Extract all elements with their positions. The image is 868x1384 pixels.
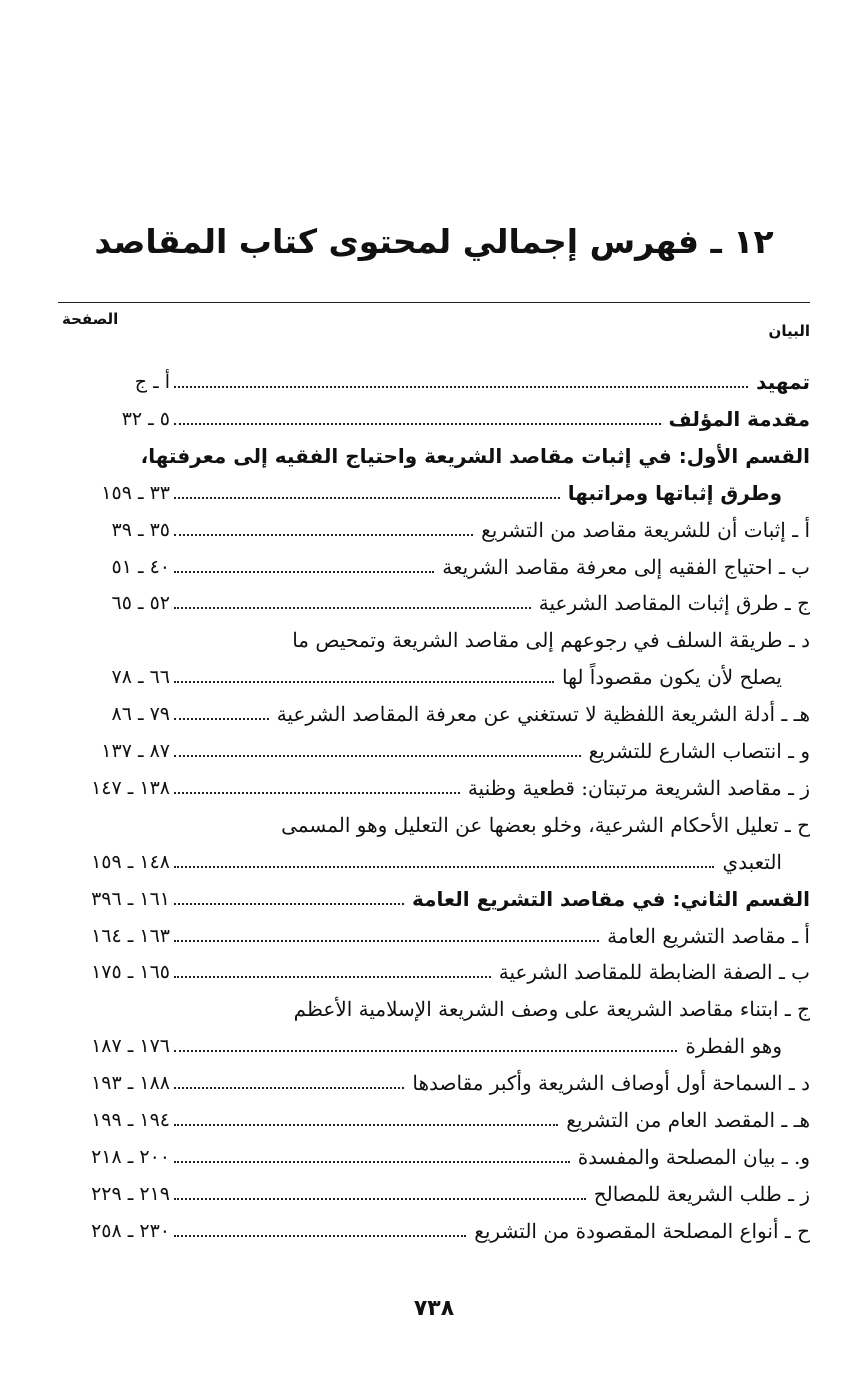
toc-entry-title: التعبدي [722, 849, 782, 874]
toc-entry-title: ز ـ طلب الشريعة للمصالح [593, 1181, 810, 1206]
toc-entry [58, 475, 810, 511]
leader-dots [174, 1198, 586, 1200]
toc-entry [58, 954, 810, 990]
toc-entry-pages: ٦٦ ـ ٧٨ [111, 666, 170, 689]
toc-entry [58, 549, 810, 585]
toc-entry [58, 512, 810, 548]
toc-entry-title: وطرق إثباتها ومراتبها [567, 480, 782, 505]
toc-entry-title: ج ـ طرق إثبات المقاصد الشرعية [538, 591, 810, 616]
header-rule [58, 302, 810, 303]
toc-entry-pages: ٥٢ ـ ٦٥ [111, 592, 170, 615]
toc-entry-title: أ ـ إثبات أن للشريعة مقاصد من التشريع [481, 517, 810, 542]
page-column-header: الصفحة [62, 310, 119, 328]
toc-entry-pages: ٧٩ ـ ٨٦ [111, 703, 170, 726]
toc-entry-title: د ـ السماحة أول أوصاف الشريعة وأكبر مقاصدها [412, 1071, 810, 1096]
toc-entry-pages: ٥ ـ ٣٢ [121, 407, 170, 430]
toc-entry [58, 733, 810, 769]
toc-entry-pages: ١٦١ ـ ٣٩٦ [91, 887, 170, 910]
toc-entry-title: القسم الأول: في إثبات مقاصد الشريعة واحتياج الفقيه إلى معرفتها، [140, 443, 810, 468]
toc-entry-title: د ـ طريقة السلف في رجوعهم إلى مقاصد الشريعة وتمحيص ما [292, 628, 810, 653]
toc-entry [58, 807, 810, 843]
toc-entry [58, 918, 810, 954]
toc-entry-title: ح ـ تعليل الأحكام الشرعية، وخلو بعضها عن التعليل وهو المسمى [281, 812, 810, 837]
toc-entry-pages: ٢٠٠ ـ ٢١٨ [91, 1145, 170, 1168]
toc-entry [58, 1102, 810, 1138]
toc-entry-title: ب ـ الصفة الضابطة للمقاصد الشرعية [498, 960, 810, 985]
toc-entry-pages: ٣٥ ـ ٣٩ [111, 518, 170, 541]
toc-entry [58, 1213, 810, 1249]
leader-dots [174, 1050, 677, 1052]
toc-entry [58, 1065, 810, 1101]
leader-dots [174, 497, 560, 499]
leader-dots [174, 1124, 558, 1126]
toc-entry-pages: ١٨٨ ـ ١٩٣ [91, 1072, 170, 1095]
leader-dots [174, 866, 714, 868]
toc-entry-pages: ١٣٨ ـ ١٤٧ [91, 776, 170, 799]
toc-entry [58, 991, 810, 1027]
leader-dots [174, 386, 748, 388]
toc-entry [58, 659, 810, 695]
leader-dots [174, 681, 554, 683]
toc-entry [58, 364, 810, 400]
toc-entry-pages: ٨٧ ـ ١٣٧ [101, 740, 170, 762]
leader-dots [174, 976, 491, 978]
leader-dots [174, 792, 460, 794]
toc-entry [58, 844, 810, 880]
leader-dots [174, 755, 581, 757]
toc-entry-title: يصلح لأن يكون مقصوداً لها [562, 665, 782, 690]
page-number: ٧٣٨ [413, 1296, 455, 1321]
toc-entry-pages: ٢٣٠ ـ ٢٥٨ [91, 1219, 170, 1242]
toc-entry-pages: ١٩٤ ـ ١٩٩ [91, 1109, 170, 1131]
toc-entry [58, 622, 810, 658]
toc-entry-title: هـ ـ المقصد العام من التشريع [566, 1108, 810, 1132]
toc-entry [58, 696, 810, 732]
toc-entry-title: و. ـ بيان المصلحة والمفسدة [577, 1144, 810, 1169]
toc-entry [58, 585, 810, 621]
page-title: ١٢ ـ فهرس إجمالي لمحتوى كتاب المقاصد [94, 222, 774, 261]
leader-dots [174, 607, 531, 609]
toc-entry-title: ب ـ احتياج الفقيه إلى معرفة مقاصد الشريعة [442, 554, 810, 579]
toc-entry-title: و ـ انتصاب الشارع للتشريع [588, 739, 810, 763]
toc-entry-title: هـ ـ أدلة الشريعة اللفظية لا تستغني عن معرفة المقاصد الشرعية [276, 702, 810, 727]
toc-entry-title: القسم الثاني: في مقاصد التشريع العامة [411, 886, 810, 911]
leader-dots [174, 1087, 404, 1089]
toc-entry-title: ج ـ ابتناء مقاصد الشريعة على وصف الشريعة الإسلامية الأعظم [293, 997, 810, 1022]
leader-dots [174, 718, 269, 720]
leader-dots [174, 423, 661, 425]
toc-entry [58, 881, 810, 917]
toc-entry-title: أ ـ مقاصد التشريع العامة [607, 923, 810, 948]
leader-dots [174, 571, 434, 573]
leader-dots [174, 940, 599, 942]
leader-dots [174, 534, 473, 536]
toc-entry [58, 401, 810, 437]
toc-entry-pages: ١٦٣ ـ ١٦٤ [91, 924, 170, 947]
toc-entry-title: ح ـ أنواع المصلحة المقصودة من التشريع [474, 1218, 810, 1243]
toc-entry-pages: ٢١٩ ـ ٢٢٩ [91, 1182, 170, 1205]
toc-entry-pages: أ ـ ج [134, 371, 170, 393]
toc-entry [58, 438, 810, 474]
leader-dots [174, 1161, 570, 1163]
leader-dots [174, 903, 404, 905]
toc-entry-pages: ٣٣ ـ ١٥٩ [101, 481, 170, 504]
toc-entry [58, 1028, 810, 1064]
toc-entry [58, 1176, 810, 1212]
toc-entry-title: مقدمة المؤلف [668, 406, 810, 431]
toc-entry [58, 770, 810, 806]
toc-entry-pages: ١٦٥ ـ ١٧٥ [91, 961, 170, 984]
statement-column-header: البيان [768, 322, 810, 340]
toc-entry-pages: ١٤٨ ـ ١٥٩ [91, 850, 170, 873]
toc-entry-title: وهو الفطرة [685, 1034, 782, 1059]
toc-entry [58, 1139, 810, 1175]
toc-entry-pages: ١٧٦ ـ ١٨٧ [91, 1035, 170, 1058]
toc-entry-pages: ٤٠ ـ ٥١ [111, 555, 170, 578]
toc-entry-title: ز ـ مقاصد الشريعة مرتبتان: قطعية وظنية [467, 775, 810, 800]
toc-entry-title: تمهيد [756, 370, 810, 394]
leader-dots [174, 1235, 466, 1237]
